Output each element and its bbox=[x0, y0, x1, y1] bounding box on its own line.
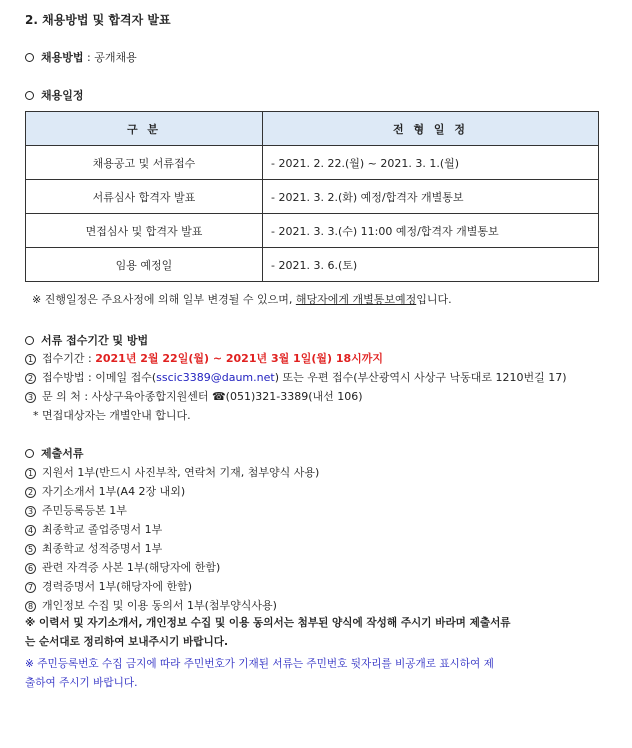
hiring-method-value: 공개채용 bbox=[94, 51, 137, 64]
number-2-icon: 2 bbox=[25, 373, 36, 384]
document-text: 최종학교 성적증명서 1부 bbox=[42, 542, 163, 555]
date-cell: - 2021. 3. 3.(수) 11:00 예정/합격자 개별통보 bbox=[263, 214, 599, 248]
list-item bbox=[25, 578, 192, 594]
bold-note-line-2: 는 순서대로 정리하여 보내주시기 바랍니다. bbox=[25, 636, 228, 648]
schedule-note bbox=[32, 291, 452, 307]
application-period-label: 접수기간 : bbox=[42, 352, 96, 365]
circle-bullet-icon bbox=[25, 53, 34, 62]
application-contact-line bbox=[25, 388, 363, 404]
list-item bbox=[25, 559, 220, 575]
hiring-method-line bbox=[25, 49, 137, 65]
circle-bullet-icon bbox=[25, 91, 34, 100]
document-text: 개인정보 수집 및 이용 동의서 1부(첨부양식사용) bbox=[42, 599, 277, 612]
blue-note-line-2: 출하여 주시기 바랍니다. bbox=[25, 677, 138, 689]
stage-cell: 채용공고 및 서류접수 bbox=[26, 146, 263, 180]
circle-bullet-icon bbox=[25, 449, 34, 458]
application-method-label: 접수방법 : 이메일 접수( bbox=[42, 371, 157, 384]
circle-bullet-icon bbox=[25, 336, 34, 345]
documents-heading-label: 제출서류 bbox=[41, 447, 84, 460]
number-6-icon: 6 bbox=[25, 563, 36, 574]
stage-cell: 면접심사 및 합격자 발표 bbox=[26, 214, 263, 248]
application-heading-label: 서류 접수기간 및 방법 bbox=[41, 334, 149, 347]
application-method-line bbox=[25, 369, 567, 385]
list-item bbox=[25, 502, 127, 518]
stage-cell: 서류심사 합격자 발표 bbox=[26, 180, 263, 214]
application-heading bbox=[25, 332, 148, 348]
date-cell: - 2021. 3. 6.(토) bbox=[263, 248, 599, 282]
date-cell: - 2021. 3. 2.(화) 예정/합격자 개별통보 bbox=[263, 180, 599, 214]
application-period-line bbox=[25, 350, 383, 366]
list-item bbox=[25, 483, 185, 499]
table-row bbox=[26, 180, 599, 214]
document-text: 경력증명서 1부(해당자에 한함) bbox=[42, 580, 193, 593]
documents-heading bbox=[25, 445, 84, 461]
section-title: 2. 채용방법 및 합격자 발표 bbox=[25, 13, 171, 27]
stage-cell: 임용 예정일 bbox=[26, 248, 263, 282]
application-email[interactable]: sscic3389@daum.net bbox=[156, 371, 275, 384]
schedule-header-row bbox=[26, 112, 599, 146]
hiring-method-label: 채용방법 bbox=[41, 51, 84, 64]
col-header-stage: 구 분 bbox=[26, 112, 263, 146]
interview-note: * 면접대상자는 개별안내 합니다. bbox=[33, 409, 191, 422]
number-7-icon: 7 bbox=[25, 582, 36, 593]
number-2-icon: 2 bbox=[25, 487, 36, 498]
date-cell: - 2021. 2. 22.(월) ~ 2021. 3. 1.(월) bbox=[263, 146, 599, 180]
list-item bbox=[25, 521, 162, 537]
schedule-note-suffix: 입니다. bbox=[416, 293, 452, 306]
bold-note-line-1: ※ 이력서 및 자기소개서, 개인정보 수집 및 이용 동의서는 첨부된 양식에 작성해 주시기 바라며 제출서류 bbox=[25, 617, 511, 629]
list-item bbox=[25, 540, 162, 556]
document-text: 관련 자격증 사본 1부(해당자에 한함) bbox=[42, 561, 221, 574]
col-header-date: 전 형 일 정 bbox=[263, 112, 599, 146]
schedule-table bbox=[25, 111, 599, 282]
application-method-rest: ) 또는 우편 접수(부산광역시 사상구 낙동대로 1210번길 17) bbox=[274, 371, 567, 384]
schedule-heading bbox=[25, 87, 84, 103]
schedule-note-prefix: ※ 진행일정은 주요사정에 의해 일부 변경될 수 있으며, bbox=[32, 293, 296, 306]
number-3-icon: 3 bbox=[25, 506, 36, 517]
table-row bbox=[26, 146, 599, 180]
application-period-value: 2021년 2월 22일(월) ~ 2021년 3월 1일(월) 18시까지 bbox=[95, 352, 384, 365]
number-1-icon: 1 bbox=[25, 468, 36, 479]
table-row bbox=[26, 214, 599, 248]
document-text: 자기소개서 1부(A4 2장 내외) bbox=[42, 485, 186, 498]
application-contact-text: 문 의 처 : 사상구육아종합지원센터 ☎(051)321-3389(내선 106) bbox=[42, 390, 363, 403]
schedule-note-underlined: 해당자에게 개별통보예정 bbox=[295, 293, 417, 306]
list-item bbox=[25, 597, 277, 613]
number-3-icon: 3 bbox=[25, 392, 36, 403]
number-5-icon: 5 bbox=[25, 544, 36, 555]
number-1-icon: 1 bbox=[25, 354, 36, 365]
document-text: 주민등록등본 1부 bbox=[42, 504, 127, 517]
list-item bbox=[25, 464, 319, 480]
document-text: 지원서 1부(반드시 사진부착, 연락처 기재, 첨부양식 사용) bbox=[42, 466, 320, 479]
hiring-method-separator: : bbox=[83, 51, 95, 64]
number-8-icon: 8 bbox=[25, 601, 36, 612]
blue-note-line-1: ※ 주민등록번호 수집 금지에 따라 주민번호가 기재된 서류는 주민번호 뒷자리를 비공개로 표시하여 제 bbox=[25, 658, 494, 670]
schedule-heading-label: 채용일정 bbox=[41, 89, 84, 102]
number-4-icon: 4 bbox=[25, 525, 36, 536]
document-text: 최종학교 졸업증명서 1부 bbox=[42, 523, 163, 536]
table-row bbox=[26, 248, 599, 282]
